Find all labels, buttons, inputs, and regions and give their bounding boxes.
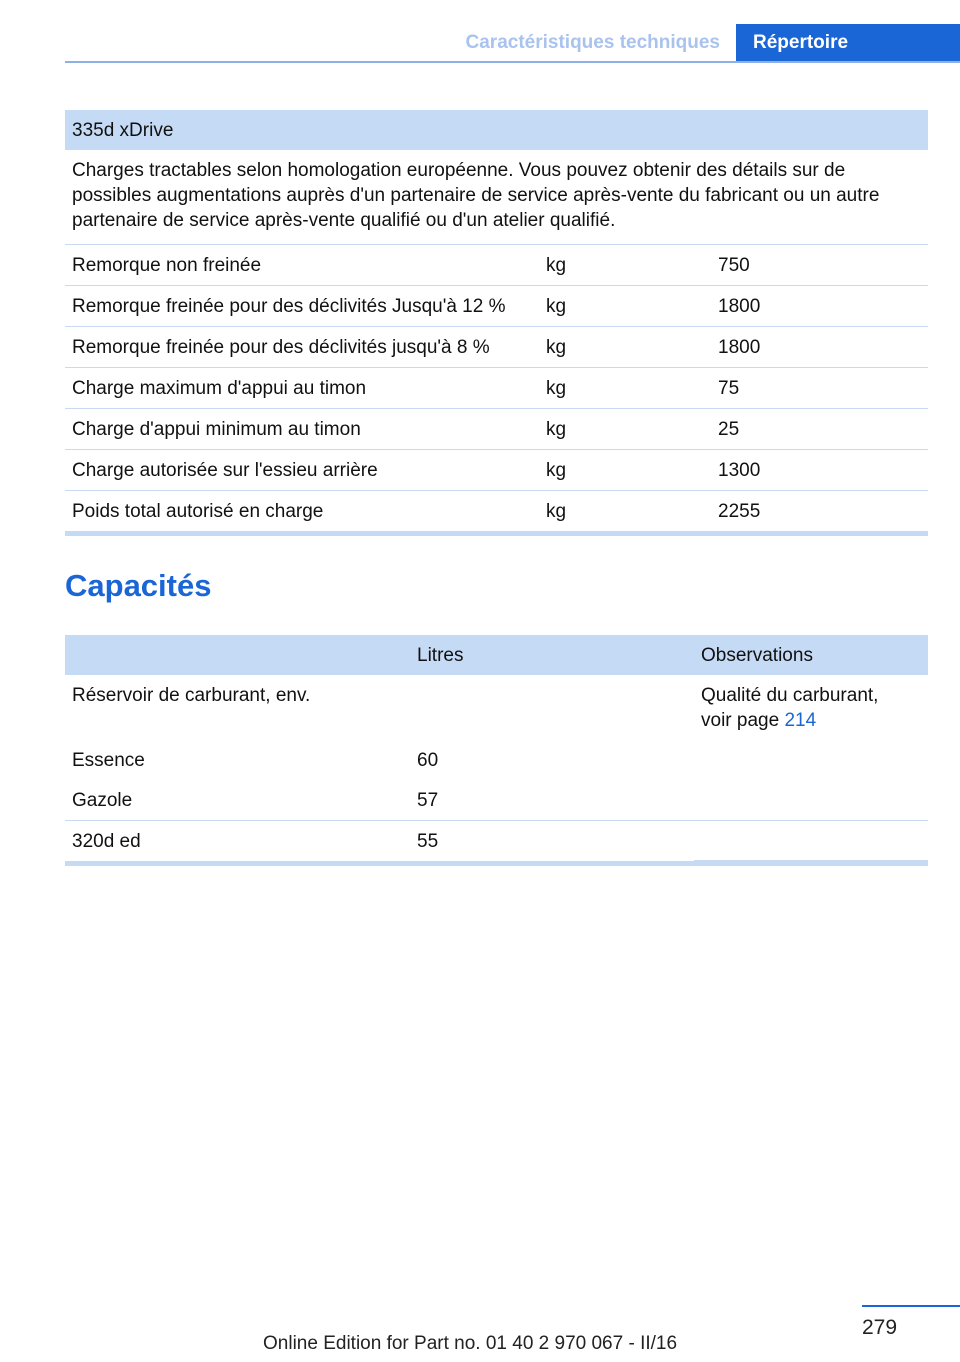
page-reference-link[interactable]: 214: [784, 710, 817, 731]
observation-line: Qualité du carburant,: [701, 685, 879, 706]
page-number-rule: [862, 1305, 960, 1307]
table-row: [65, 368, 928, 409]
row-observation: [694, 821, 928, 861]
row-label: Essence: [72, 750, 145, 771]
page-number: 279: [862, 1316, 898, 1339]
row-value: 75: [718, 378, 740, 399]
table-header-row: [65, 635, 928, 675]
capacities-table: [65, 635, 928, 866]
row-label: Charge d'appui minimum au timon: [72, 419, 361, 440]
model-heading: 335d xDrive: [72, 120, 174, 141]
table-row: [65, 409, 928, 450]
table-row: [65, 286, 928, 327]
header-cell-litres: Litres: [417, 645, 464, 666]
row-value: 2255: [718, 501, 761, 522]
observation-reference: [701, 708, 921, 733]
table-row: [65, 740, 928, 780]
row-label: Réservoir de carburant, env.: [72, 685, 311, 706]
observation-prefix: voir page: [701, 710, 785, 731]
row-label: Poids total autorisé en charge: [72, 501, 324, 522]
table-row: [65, 491, 928, 531]
row-value: 1300: [718, 460, 761, 481]
row-value: 25: [718, 419, 740, 440]
section-title-capacites: Capacités: [65, 568, 212, 603]
row-observation: [694, 675, 928, 740]
row-unit: kg: [546, 460, 567, 481]
row-unit: kg: [546, 296, 567, 317]
row-unit: kg: [546, 378, 567, 399]
table-bottom-rule: [65, 861, 928, 866]
towing-loads-table: [65, 110, 928, 536]
row-unit: kg: [546, 419, 567, 440]
row-litres: [410, 675, 694, 740]
table-row: [65, 450, 928, 491]
table-row-fuel-tank: [65, 675, 928, 740]
table-note-row: [65, 150, 928, 245]
row-label: Remorque non freinée: [72, 255, 262, 276]
header-cell-observations: Observations: [701, 645, 813, 666]
table-row: [65, 780, 928, 821]
table-header-row: [65, 110, 928, 150]
table-row: [65, 821, 928, 861]
towing-note: Charges tractables selon homologation européenne. Vous pouvez obtenir des détails sur de possibles augmentations auprès d'un partenaire de service après-vente du fabricant ou un autre partenaire de service après-vente qualifié ou d'un atelier qualifié.: [72, 160, 880, 231]
row-label: 320d ed: [72, 831, 141, 852]
header-section-title: Caractéristiques techniques: [465, 32, 720, 53]
header-cell-empty: [65, 635, 410, 675]
row-unit: kg: [546, 501, 567, 522]
row-observation: [694, 780, 928, 820]
table-bottom-rule: [65, 531, 928, 536]
table-row: [65, 245, 928, 286]
row-label: Remorque freinée pour des déclivités jusqu'à 8 %: [72, 337, 490, 358]
row-label: Remorque freinée pour des déclivités Jusqu'à 12 %: [72, 296, 506, 317]
row-observation: [694, 740, 928, 780]
edition-footer: Online Edition for Part no. 01 40 2 970 067 - II/16: [263, 1333, 678, 1354]
header-divider: [65, 61, 960, 63]
table-row: [65, 327, 928, 368]
row-label: Gazole: [72, 790, 133, 811]
row-litres: 57: [417, 790, 439, 811]
row-unit: kg: [546, 337, 567, 358]
row-value: 1800: [718, 337, 761, 358]
row-litres: 55: [417, 831, 439, 852]
header-tab-repertoire[interactable]: Répertoire: [736, 24, 960, 62]
row-label: Charge autorisée sur l'essieu arrière: [72, 460, 378, 481]
row-label: Charge maximum d'appui au timon: [72, 378, 367, 399]
row-value: 750: [718, 255, 750, 276]
row-unit: kg: [546, 255, 567, 276]
row-value: 1800: [718, 296, 761, 317]
row-litres: 60: [417, 750, 439, 771]
